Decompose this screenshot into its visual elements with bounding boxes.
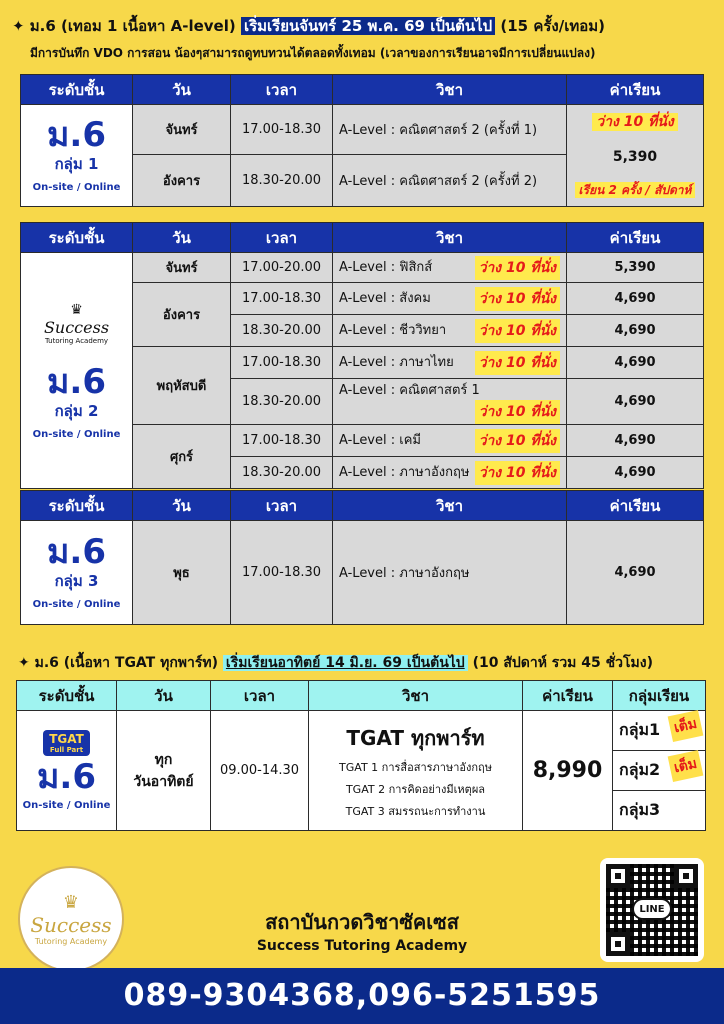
level-cell <box>21 105 133 207</box>
time-cell: 17.00-18.30 <box>231 283 333 315</box>
header-fee: ค่าเรียน <box>523 681 613 711</box>
header-day: วัน <box>133 75 231 105</box>
group-cell: กลุ่ม2 เต็ม <box>613 751 706 791</box>
subject-cell: A-Level : ภาษาอังกฤษ <box>333 521 567 625</box>
subject-cell: A-Level : สังคม ว่าง 10 ที่นั่ง <box>333 283 567 315</box>
subject-cell: A-Level : ภาษาไทย ว่าง 10 ที่นั่ง <box>333 347 567 379</box>
seat-badge: ว่าง 10 ที่นั่ง <box>592 113 677 131</box>
header-subject: วิชา <box>333 223 567 253</box>
section1-title: ✦ ม.6 (เทอม 1 เนื้อหา A-level) เริ่มเรียนจันทร์ 25 พ.ค. 69 เป็นต้นไป (15 ครั้ง/เทอม) <box>12 17 606 35</box>
subject-cell: A-Level : เคมี ว่าง 10 ที่นั่ง <box>333 425 567 457</box>
full-badge: เต็ม <box>668 710 704 742</box>
group1-table <box>20 74 704 207</box>
line-label: LINE <box>632 898 672 920</box>
fee-cell: 4,690 <box>567 425 704 457</box>
level-label: ม.6 <box>47 532 106 572</box>
line-qr-code[interactable] <box>600 858 704 962</box>
header-fee: ค่าเรียน <box>567 75 704 105</box>
start-date-highlight: เริ่มเรียนจันทร์ 25 พ.ค. 69 เป็นต้นไป <box>241 17 495 35</box>
group-cell: กลุ่ม3 <box>613 791 706 831</box>
group2-table <box>20 222 704 489</box>
header-time: เวลา <box>211 681 309 711</box>
crown-icon: ♛ <box>62 892 80 913</box>
seat-badge: ว่าง 10 ที่นั่ง <box>475 287 560 311</box>
header-subject: วิชา <box>309 681 523 711</box>
level-cell <box>21 521 133 625</box>
fee-cell: 8,990 <box>523 711 613 831</box>
day-cell: พฤหัสบดี <box>133 347 231 425</box>
qr-icon <box>606 864 698 956</box>
day-cell: พุธ <box>133 521 231 625</box>
phone-numbers[interactable]: 089-9304368,096-5251595 <box>0 968 724 1024</box>
header-level: ระดับชั้น <box>21 75 133 105</box>
tgat-badge-icon: TGAT Full Part <box>43 730 90 756</box>
subject-cell: A-Level : คณิตศาสตร์ 1 ว่าง 10 ที่นั่ง <box>333 379 567 425</box>
seat-badge: ว่าง 10 ที่นั่ง <box>475 256 560 280</box>
day-cell: จันทร์ <box>133 105 231 155</box>
subject-cell: A-Level : ฟิสิกส์ ว่าง 10 ที่นั่ง <box>333 253 567 283</box>
full-badge: เต็ม <box>668 750 704 782</box>
fee-cell: 4,690 <box>567 379 704 425</box>
fee-cell: 4,690 <box>567 347 704 379</box>
mode-label: On-site / Online <box>22 800 111 811</box>
day-cell: อังคาร <box>133 283 231 347</box>
day-cell: อังคาร <box>133 155 231 207</box>
fee-cell: 5,390 <box>567 253 704 283</box>
day-cell: จันทร์ <box>133 253 231 283</box>
fee-cell: 4,690 <box>567 283 704 315</box>
time-cell: 18.30-20.00 <box>231 457 333 489</box>
section2-title: ✦ ม.6 (เนื้อหา TGAT ทุกพาร์ท) เริ่มเรียนอาทิตย์ 14 มิ.ย. 69 เป็นต้นไป (10 สัปดาห์ รวม 45 ชั่วโมง) <box>18 655 653 671</box>
fee-value: 5,390 <box>612 149 658 165</box>
fee-cell: 4,690 <box>567 521 704 625</box>
mode-label: On-site / Online <box>32 428 121 440</box>
header-day: วัน <box>133 491 231 521</box>
academy-name: สถาบันกวดวิชาซัคเซส Success Tutoring Academy <box>256 910 468 954</box>
header-time: เวลา <box>231 223 333 253</box>
header-subject: วิชา <box>333 491 567 521</box>
fee-cell: 4,690 <box>567 315 704 347</box>
time-cell: 18.30-20.00 <box>231 315 333 347</box>
header-time: เวลา <box>231 491 333 521</box>
header-level: ระดับชั้น <box>17 681 117 711</box>
mode-label: On-site / Online <box>32 182 121 193</box>
time-cell: 18.30-20.00 <box>231 379 333 425</box>
fee-cell: 4,690 <box>567 457 704 489</box>
fee-cell <box>567 105 704 207</box>
time-cell: 18.30-20.00 <box>231 155 333 207</box>
time-cell: 17.00-18.30 <box>231 425 333 457</box>
tgat-start-highlight: เริ่มเรียนอาทิตย์ 14 มิ.ย. 69 เป็นต้นไป <box>223 655 468 671</box>
crown-icon: ♛ <box>70 301 83 318</box>
header-time: เวลา <box>231 75 333 105</box>
header-subject: วิชา <box>333 75 567 105</box>
academy-logo: ♛ Success Tutoring Academy <box>18 866 124 972</box>
time-cell: 09.00-14.30 <box>211 711 309 831</box>
subject-cell: A-Level : คณิตศาสตร์ 2 (ครั้งที่ 1) <box>333 105 567 155</box>
subject-cell: A-Level : ภาษาอังกฤษ ว่าง 10 ที่นั่ง <box>333 457 567 489</box>
seat-badge: ว่าง 10 ที่นั่ง <box>475 319 560 343</box>
header-fee: ค่าเรียน <box>567 223 704 253</box>
level-label: ม.6 <box>47 115 106 155</box>
seat-badge: ว่าง 10 ที่นั่ง <box>475 400 560 424</box>
header-group: กลุ่มเรียน <box>613 681 706 711</box>
group-label: กลุ่ม 3 <box>54 572 99 590</box>
fee-note: เรียน 2 ครั้ง / สัปดาห์ <box>575 182 696 198</box>
success-logo: ♛ Success Tutoring Academy <box>21 302 132 345</box>
tgat-table <box>16 680 706 831</box>
time-cell: 17.00-18.30 <box>231 105 333 155</box>
level-label: ม.6 <box>37 757 96 797</box>
group-label: กลุ่ม 2 <box>54 401 99 420</box>
header-level: ระดับชั้น <box>21 491 133 521</box>
mode-label: On-site / Online <box>32 599 121 610</box>
subject-cell: A-Level : ชีววิทยา ว่าง 10 ที่นั่ง <box>333 315 567 347</box>
seat-badge: ว่าง 10 ที่นั่ง <box>475 461 560 485</box>
subject-cell: TGAT ทุกพาร์ท TGAT 1 การสื่อสารภาษาอังกฤษ TGAT 2 การคิดอย่างมีเหตุผล TGAT 3 สมรรถนะการทำงาน <box>309 711 523 831</box>
seat-badge: ว่าง 10 ที่นั่ง <box>475 351 560 375</box>
level-cell <box>21 253 133 489</box>
header-fee: ค่าเรียน <box>567 491 704 521</box>
time-cell: 17.00-18.30 <box>231 347 333 379</box>
subject-cell: A-Level : คณิตศาสตร์ 2 (ครั้งที่ 2) <box>333 155 567 207</box>
seat-badge: ว่าง 10 ที่นั่ง <box>475 429 560 453</box>
group-cell: กลุ่ม1 เต็ม <box>613 711 706 751</box>
level-label: ม.6 <box>47 361 106 402</box>
header-level: ระดับชั้น <box>21 223 133 253</box>
day-cell: ศุกร์ <box>133 425 231 489</box>
header-day: วัน <box>117 681 211 711</box>
time-cell: 17.00-20.00 <box>231 253 333 283</box>
time-cell: 17.00-18.30 <box>231 521 333 625</box>
level-cell <box>17 711 117 831</box>
group3-table <box>20 490 704 625</box>
recording-note: มีการบันทึก VDO การสอน น้องๆสามารถดูทบทวนได้ตลอดทั้งเทอม (เวลาของการเรียนอาจมีการเปลี่ยนแปลง) <box>30 46 596 60</box>
group-label: กลุ่ม 1 <box>54 155 99 173</box>
day-cell: ทุก วันอาทิตย์ <box>117 711 211 831</box>
header-day: วัน <box>133 223 231 253</box>
